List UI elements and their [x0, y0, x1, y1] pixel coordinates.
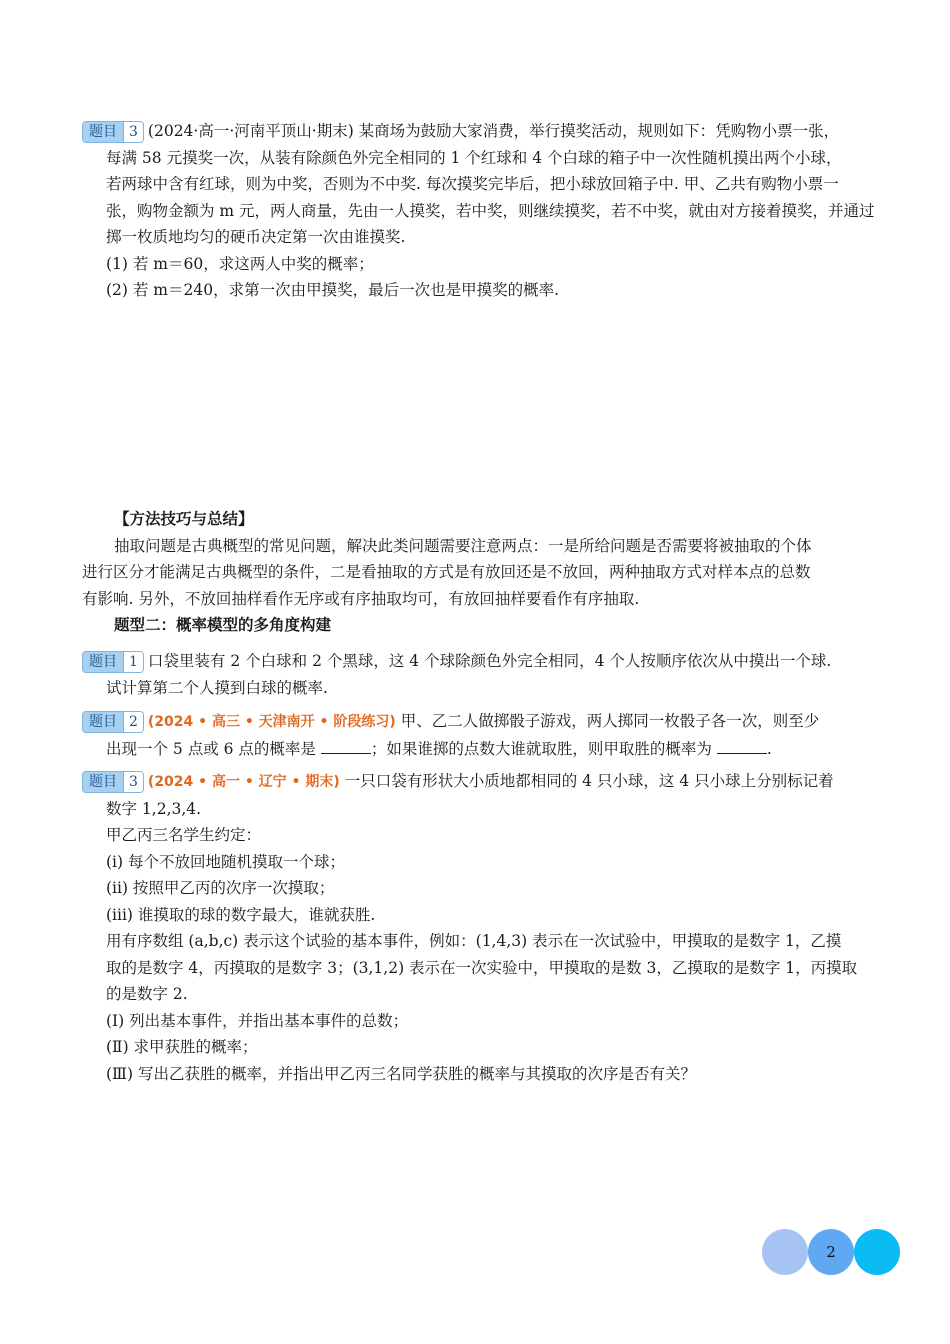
section-title: 【方法技巧与总结】 — [114, 510, 254, 528]
question-line: 题目 3 (2024·高一·河南平顶山·期末) 某商场为鼓励大家消费，举行摸奖活动，规则如下：凭购物小票一张， — [82, 118, 872, 145]
question-badge: 题目 1 — [82, 651, 144, 673]
question-1 — [82, 648, 872, 701]
question-line: 若两球中含有红球，则为中奖，否则为不中奖. 每次摸奖完毕后，把小球放回箱子中. 甲、乙共有购物小票一 — [106, 175, 839, 193]
question-source: (2024 • 高一 • 辽宁 • 期末) — [147, 774, 340, 790]
sub-question: (Ⅲ) 写出乙获胜的概率，并指出甲乙丙三名同学获胜的概率与其摸取的次序是否有关？ — [106, 1064, 696, 1083]
question-line: 试计算第二个人摸到白球的概率. — [106, 678, 328, 697]
question-badge: 题目 2 — [82, 711, 144, 733]
question-line: 掷一枚质地均匀的硬币决定第一次由谁摸奖. — [106, 228, 406, 246]
answer-blank[interactable] — [717, 739, 767, 754]
sub-question: (Ⅰ) 列出基本事件，并指出基本事件的总数； — [106, 1011, 409, 1030]
question-line: 出现一个 5 点或 6 点的概率是 ；如果谁掷的点数大谁就取胜，则甲取胜的概率为 . — [106, 739, 772, 758]
question-line: 取的是数字 4，丙摸取的是数字 3；(3,1,2) 表示在一次实验中，甲摸取的是数 3，乙摸取的是数字 1，丙摸取 — [106, 958, 858, 977]
sub-question: (2) 若 m＝240，求第一次由甲摸奖，最后一次也是甲摸奖的概率. — [106, 281, 560, 299]
question-line: 甲乙丙三名学生约定： — [106, 826, 262, 844]
method-summary — [82, 506, 872, 639]
answer-blank[interactable] — [321, 739, 371, 754]
type-heading: 题型二：概率模型的多角度构建 — [114, 616, 332, 634]
sub-question: (1) 若 m＝60，求这两人中奖的概率； — [106, 254, 374, 273]
question-line: (ii) 按照甲乙丙的次序一次摸取； — [106, 879, 335, 897]
question-line: 张，购物金额为 m 元，两人商量，先由一人摸奖，若中奖，则继续摸奖，若不中奖，就由对方接着摸奖，并通过 — [106, 201, 875, 220]
question-badge: 题目 3 — [82, 771, 144, 793]
page-number: 2 — [826, 1243, 836, 1261]
sub-question: (Ⅱ) 求甲获胜的概率； — [106, 1038, 258, 1056]
question-line: 题目 1 口袋里装有 2 个白球和 2 个黑球，这 4 个球除颜色外完全相同，4 个人按顺序依次从中摸出一个球. — [82, 648, 872, 675]
question-line: 用有序数组 (a,b,c) 表示这个试验的基本事件，例如：(1,4,3) 表示在一次试验中，甲摸取的是数字 1，乙摸 — [106, 932, 842, 950]
paragraph-line: 进行区分才能满足古典概型的条件，二是看抽取的方式是有放回还是不放回，两种抽取方式对样本点的总数 — [82, 563, 811, 581]
question-2 — [82, 708, 872, 762]
question-line: (iii) 谁摸取的球的数字最大，谁就获胜. — [106, 905, 376, 924]
question-top-3 — [82, 118, 875, 304]
question-line: 的是数字 2. — [106, 985, 188, 1003]
question-line: (i) 每个不放回地随机摸取一个球； — [106, 852, 345, 871]
circle-decoration — [762, 1229, 808, 1275]
question-line: 数字 1,2,3,4. — [106, 799, 202, 818]
paragraph-line: 抽取问题是古典概型的常见问题，解决此类问题需要注意两点：一是所给问题是否需要将被抽取的个体 — [114, 536, 812, 555]
question-source: (2024 • 高三 • 天津南开 • 阶段练习) — [147, 714, 396, 730]
question-line: 题目 2 (2024 • 高三 • 天津南开 • 阶段练习) 甲、乙二人做掷骰子游戏，两人掷同一枚骰子各一次，则至少 — [82, 708, 872, 736]
paragraph-line: 有影响. 另外，不放回抽样看作无序或有序抽取均可，有放回抽样要看作有序抽取. — [82, 589, 640, 608]
page-number-decoration — [762, 1229, 902, 1277]
question-line: 每满 58 元摸奖一次，从装有除颜色外完全相同的 1 个红球和 4 个白球的箱子中一次性随机摸出两个小球， — [106, 148, 842, 167]
question-badge: 题目 3 — [82, 121, 144, 143]
question-line: 题目 3 (2024 • 高一 • 辽宁 • 期末) 一只口袋有形状大小质地都相同的 4 只小球，这 4 只小球上分别标记着 — [82, 768, 872, 796]
question-3 — [82, 768, 872, 1087]
circle-decoration — [854, 1229, 900, 1275]
